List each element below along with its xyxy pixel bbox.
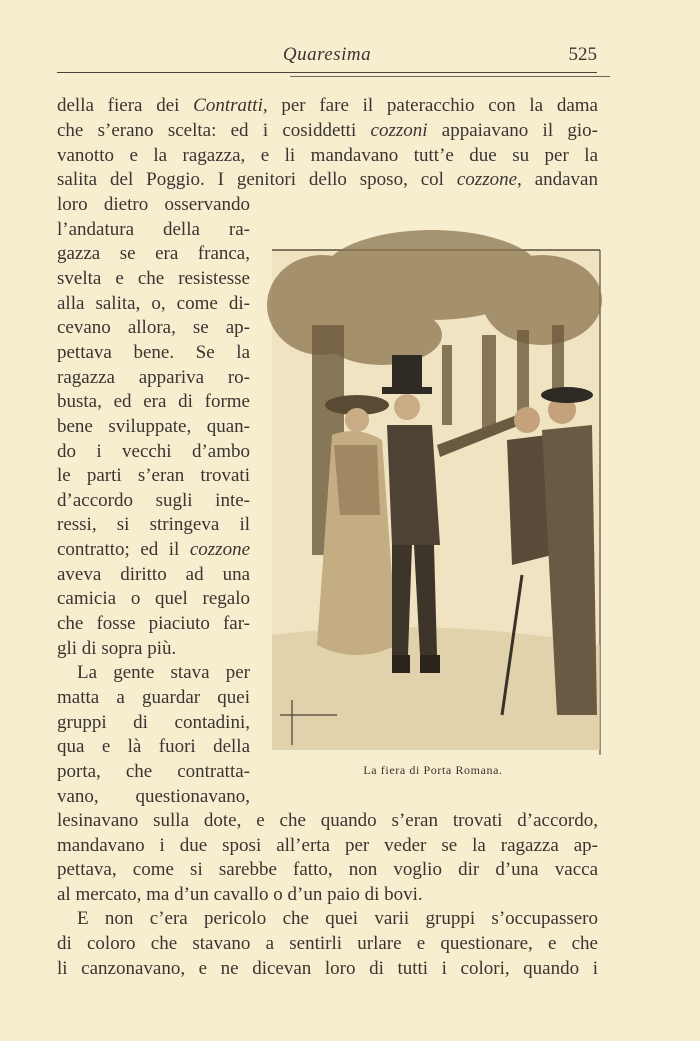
text-line: gli di sopra più.: [57, 637, 177, 659]
text-line: camicia o quel regalo: [57, 588, 250, 610]
text-line: vanotto e la ragazza, e li mandavano tutt’e due su per la: [57, 145, 598, 166]
text-line: do i vecchi d’ambo: [57, 440, 250, 462]
text-line: contratto; ed il cozzone: [57, 539, 250, 561]
text-line: ragazza appariva ro-: [57, 366, 250, 388]
text-line: loro dietro osservando: [57, 194, 250, 215]
illustration-fiera: [262, 215, 604, 755]
text-line: La gente stava per: [77, 662, 250, 684]
text-line: busta, ed era di forme: [57, 391, 250, 413]
text-line: l’andatura della ra-: [57, 218, 250, 240]
text-line: alla salita, o, come di-: [57, 292, 250, 314]
text-line: qua e là fuori della: [57, 736, 250, 758]
text-line: vano, questionavano,: [57, 785, 250, 807]
text-line: E non c’era pericolo che quei varii gruppi s’occupassero: [77, 908, 598, 930]
text-line: d’accordo sugli inte-: [57, 489, 250, 511]
text-line: che s’erano scelta: ed i cosiddetti cozzoni appaiavano il gio-: [57, 120, 598, 141]
running-header: [57, 44, 597, 70]
text-line: aveva diritto ad una: [57, 563, 250, 585]
text-line: li canzonavano, e ne dicevan loro di tutti i colori, quando i: [57, 957, 598, 979]
text-line: mandavano i due sposi all’erta per veder se la ragazza ap-: [57, 834, 598, 856]
header-rule-secondary: [290, 76, 610, 77]
text-line: le parti s’eran trovati: [57, 465, 250, 487]
running-title: Quaresima: [282, 44, 372, 65]
text-line: lesinavano sulla dote, e che quando s’eran trovati d’accordo,: [57, 810, 598, 831]
text-line: al mercato, ma d’un cavallo o d’un paio di bovi.: [57, 883, 423, 905]
text-line: di coloro che stavano a sentirli urlare e questionare, e che: [57, 933, 598, 954]
text-line: ressi, si stringeva il: [57, 514, 250, 536]
text-line: porta, che contratta-: [57, 760, 250, 782]
header-rule: [57, 72, 597, 73]
text-line: gazza se era franca,: [57, 243, 250, 265]
text-line: matta a guardar quei: [57, 687, 250, 708]
text-line: della fiera dei Contratti, per fare il pateracchio con la dama: [57, 95, 598, 116]
text-line: gruppi di contadini,: [57, 711, 250, 733]
text-line: pettava bene. Se la: [57, 341, 250, 363]
text-line: cevano allora, se ap-: [57, 317, 250, 339]
figure-caption: La fiera di Porta Romana.: [363, 763, 503, 777]
text-line: pettava, come si sarebbe fatto, non voglio dir d’una vacca: [57, 859, 598, 881]
text-line: svelta e che resistesse: [57, 267, 250, 289]
page-number: 525: [568, 44, 597, 65]
text-line: salita del Poggio. I genitori dello sposo, col cozzone, andavan: [57, 169, 598, 190]
text-line: che fosse piaciuto far-: [57, 613, 250, 635]
text-line: bene sviluppate, quan-: [57, 415, 250, 437]
